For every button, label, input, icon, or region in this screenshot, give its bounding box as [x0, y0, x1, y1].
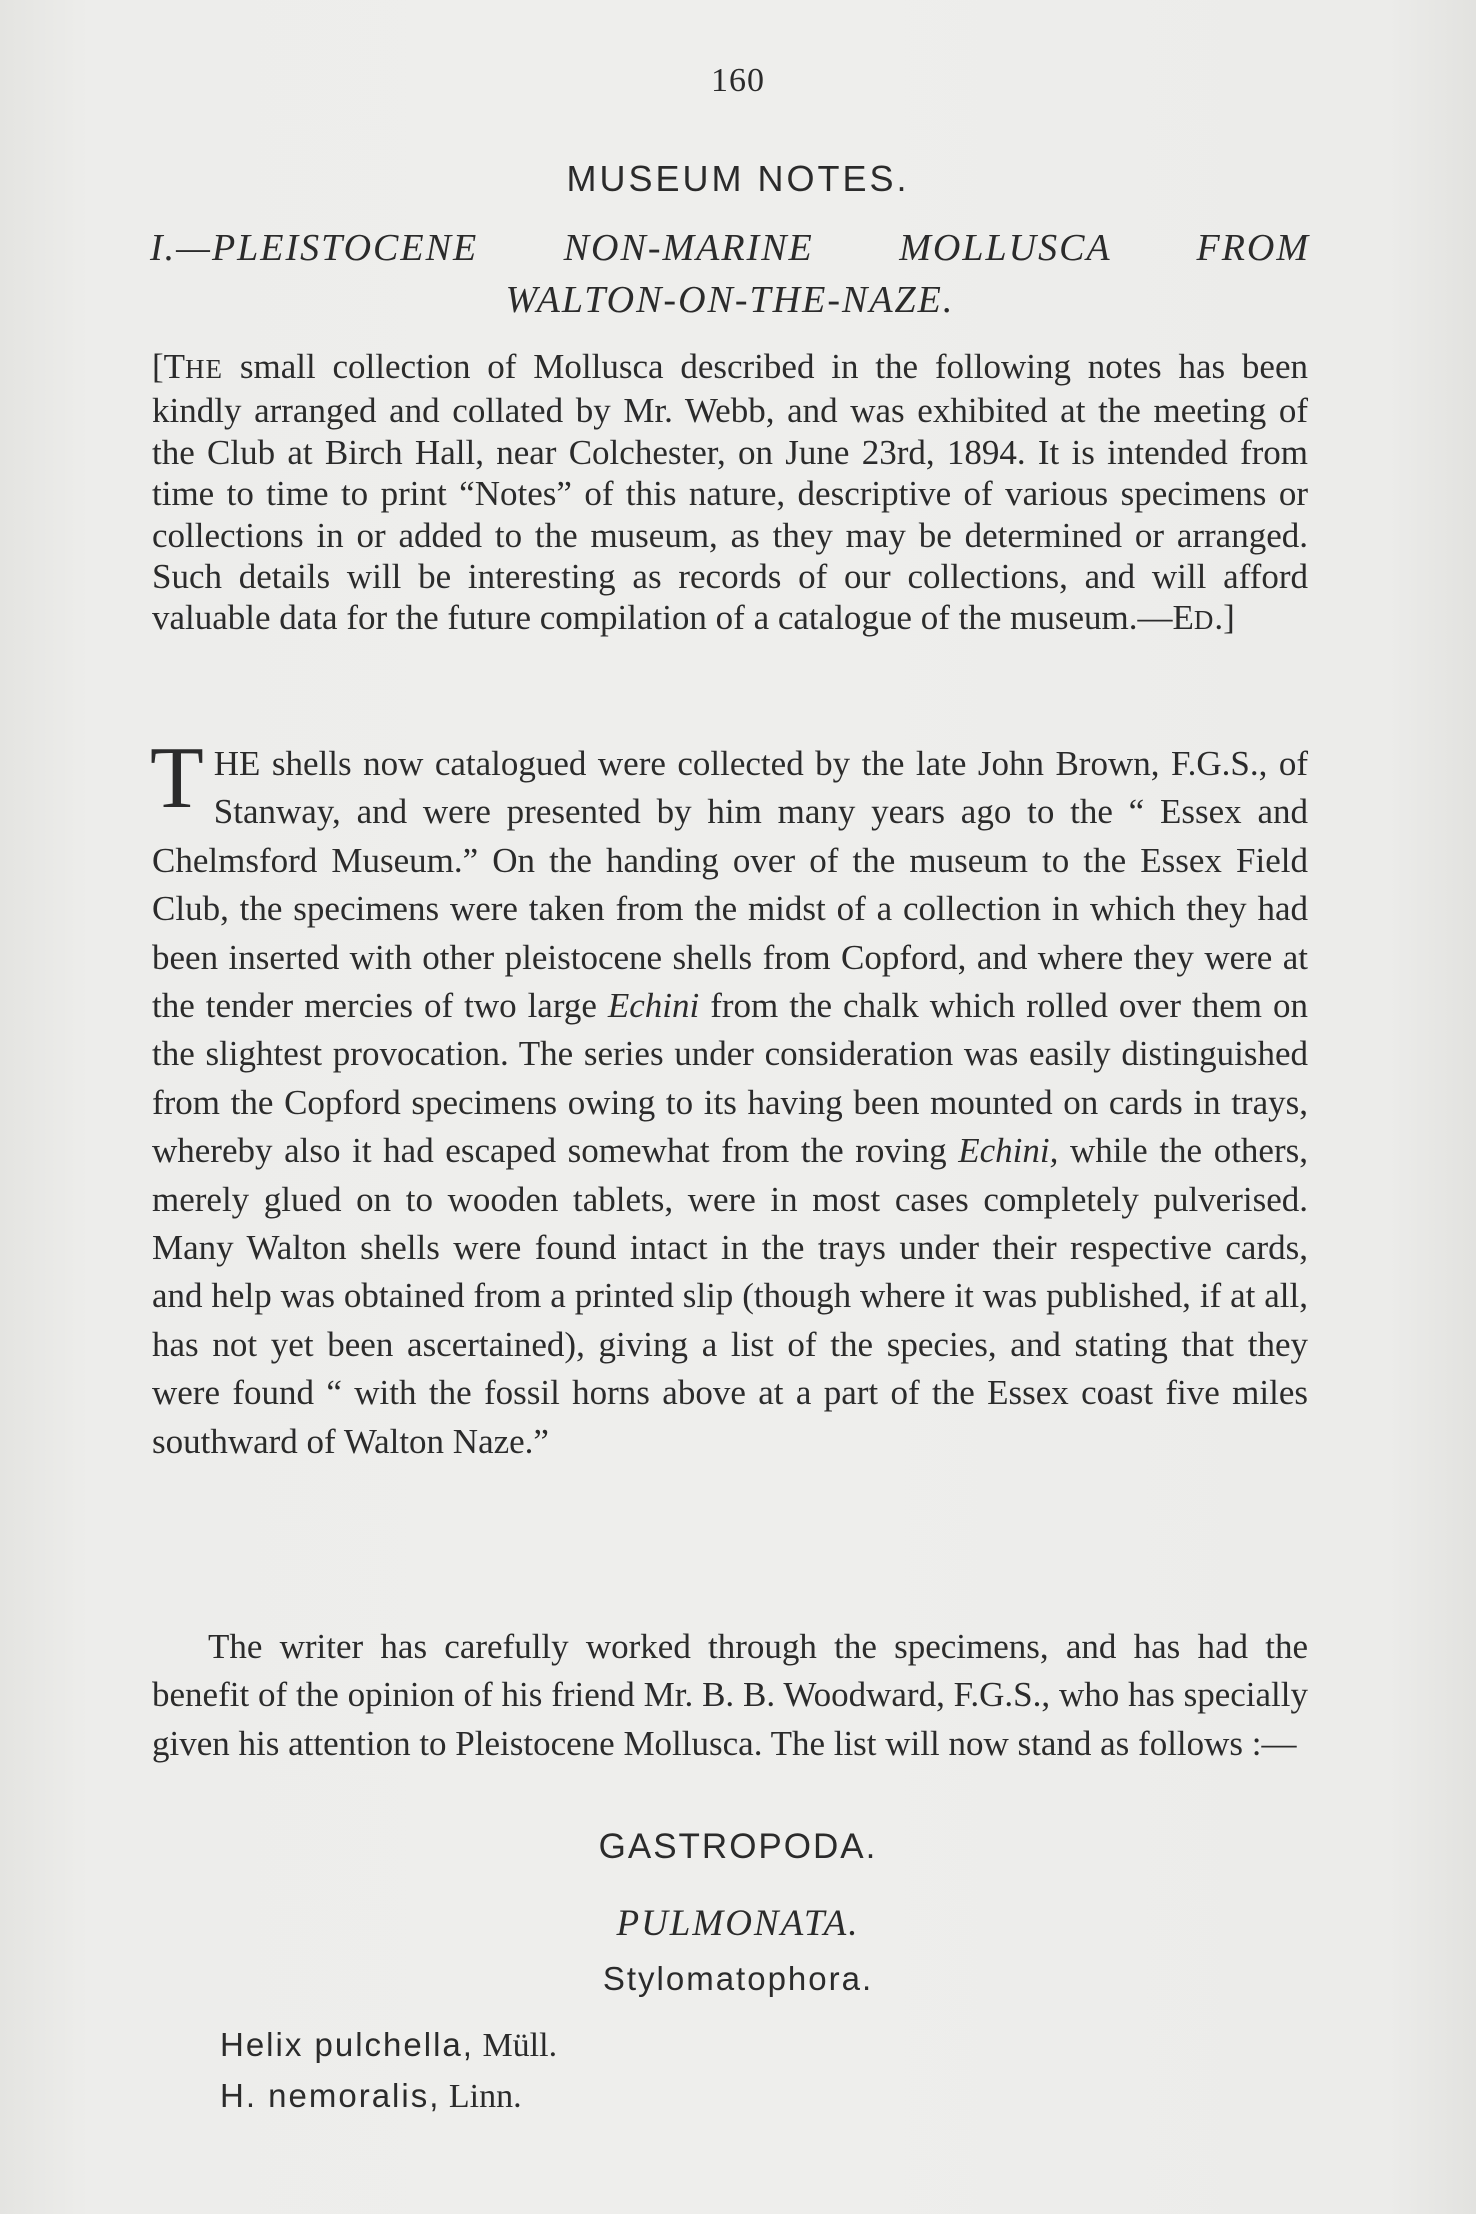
note-ed-first: E: [1172, 598, 1194, 638]
class-heading: GASTROPODA.: [598, 1827, 878, 1866]
subtitle-line-1: I.—PLEISTOCENE NON-MARINE MOLLUSCA FROM: [150, 227, 1310, 269]
suborder-heading: Stylomatophora.: [602, 1960, 874, 1997]
order-heading: PULMONATA.: [616, 1903, 860, 1944]
note-close: .]: [1214, 598, 1235, 638]
species-item: [220, 2020, 557, 2071]
species-name: Helix pulchella,: [220, 2026, 474, 2063]
species-authority: Linn.: [440, 2078, 522, 2115]
paragraph-1-text-b: from the chalk which rolled over them on the slightest provocation. The series under consideration was easily distinguished from the Copford specimens owing to its having been mounted on cards in trays, whereby also it had escaped somewhat from the roving: [152, 986, 1308, 1171]
page-number: 160: [711, 62, 765, 99]
subtitle-line-2: WALTON-ON-THE-NAZE.: [505, 279, 955, 321]
echini-term-2: Echini,: [958, 1131, 1059, 1171]
note-first-letter: T: [163, 347, 186, 386]
article-subtitle: [150, 222, 1310, 326]
species-item: [220, 2071, 557, 2122]
body-paragraph-2: The writer has carefully worked through the specimens, and has had the benefit of the opinion of his friend Mr. B. B. Woodward, F.G.S., who has specially given his attention to Pleistocene Mollusca. The list will now stand as follows :—: [152, 1627, 1308, 1763]
note-text: small collection of Mollusca described in the following notes has been kindly arranged and collated by Mr. Webb, and was exhibited at the meeting of the Club at Birch Hall, near Colchester, on June 23rd, 1894. It is intended from time to time to print “Notes” of this nature, descriptive of various specimens or collections in or added to the museum, as they may be determined or arranged. Such details will be interesting as records of our collections, and will afford valuable data for the future compilation of a catalogue of the museum.—: [152, 347, 1308, 638]
paragraph-1-caps: HE: [213, 744, 261, 783]
paragraph-1-text-a: shells now catalogued were collected by the late John Brown, F.G.S., of Stanway, and were presented by him many years ago to the “ Essex and Chelmsford Museum.” On the handing over of the museum to the Essex Field Club, the specimens were taken from the midst of a collection in which they had been inserted with other pleistocene shells from Copford, and where they were at the tender mercies of two large: [152, 744, 1308, 1026]
paragraph-1-text-c: while the others, merely glued on to wooden tablets, were in most cases completely pulverised. Many Walton shells were found intact in the trays under their respective cards, and help was obtained from a printed slip (though where it was published, if at all, has not yet been ascertained), giving a list of the species, and stating that they were found “ with the fossil horns above at a part of the Essex coast five miles southward of Walton Naze.”: [152, 1131, 1308, 1461]
page-title: MUSEUM NOTES.: [566, 158, 910, 199]
note-first-word-rest: HE: [185, 354, 224, 384]
note-open-bracket: [: [152, 347, 164, 386]
body-paragraph-1: [150, 730, 1308, 1466]
echini-term-1: Echini: [607, 986, 700, 1026]
species-list: [220, 2020, 557, 2122]
species-authority: Müll.: [473, 2027, 558, 2064]
note-ed-rest: D: [1193, 605, 1215, 636]
drop-cap: T: [150, 730, 204, 827]
species-name: H. nemoralis,: [220, 2077, 441, 2114]
editor-note: [152, 346, 1308, 642]
